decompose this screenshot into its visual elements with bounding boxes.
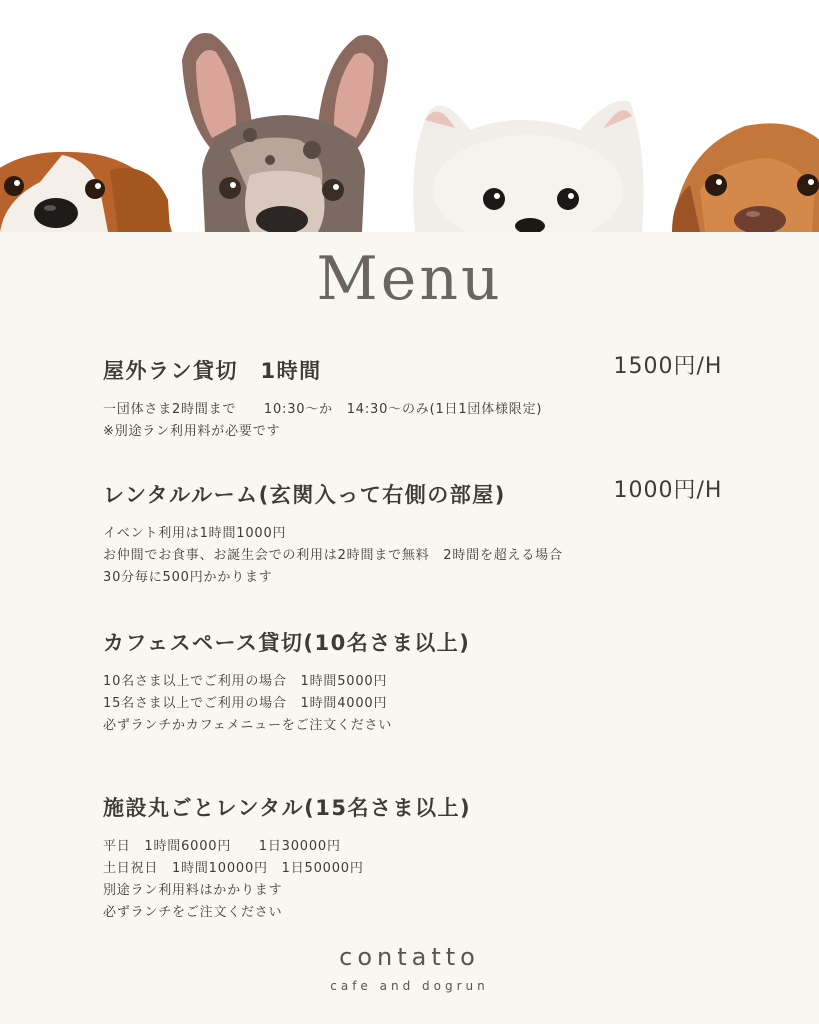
cocker-spaniel-illustration	[672, 123, 819, 232]
price-rental-room: 1000円/H	[613, 478, 723, 503]
section-title: カフェスペース貸切(10名さま以上)	[103, 631, 471, 655]
section-details	[103, 836, 471, 924]
brand-name: contatto	[339, 943, 480, 971]
section-title: 施設丸ごとレンタル(15名さま以上)	[103, 796, 472, 820]
detail-line: 一団体さま2時間まで 10:30〜か 14:30〜のみ(1日1団体様限定)	[103, 402, 543, 417]
section-details	[103, 671, 470, 737]
detail-line: 10名さま以上でご利用の場合 1時間5000円	[103, 674, 388, 689]
menu-section-whole-facility	[103, 792, 471, 924]
french-bulldog-illustration	[182, 33, 388, 232]
menu-section-rental-room	[103, 479, 563, 589]
brand-tagline: cafe and dogrun	[330, 979, 489, 993]
section-title: レンタルルーム(玄関入って右側の部屋)	[103, 483, 506, 507]
detail-line: 平日 1時間6000円 1日30000円	[103, 839, 341, 854]
section-details	[103, 399, 542, 443]
menu-section-outdoor-run	[103, 355, 542, 443]
detail-line: ※別途ラン利用料が必要です	[103, 424, 281, 439]
section-title: 屋外ラン貸切 1時間	[103, 359, 322, 383]
price-outdoor-run: 1500円/H	[613, 354, 723, 379]
detail-line: 土日祝日 1時間10000円 1日50000円	[103, 861, 364, 876]
pomeranian-dog-illustration	[413, 101, 643, 232]
hero-dogs-photo	[0, 0, 819, 232]
detail-line: 必ずランチかカフェメニューをご注文ください	[103, 718, 393, 733]
detail-line: イベント利用は1時間1000円	[103, 526, 287, 541]
beagle-dog-illustration	[0, 152, 172, 232]
detail-line: 別途ラン利用料はかかります	[103, 883, 283, 898]
detail-line: 15名さま以上でご利用の場合 1時間4000円	[103, 696, 388, 711]
detail-line: お仲間でお食事、お誕生会での利用は2時間まで無料 2時間を超える場合	[103, 548, 563, 563]
section-details	[103, 523, 563, 589]
detail-line: 必ずランチをご注文ください	[103, 905, 283, 920]
detail-line: 30分毎に500円かかります	[103, 570, 273, 585]
menu-section-cafe-space	[103, 627, 470, 737]
menu-title: Menu	[316, 244, 503, 314]
